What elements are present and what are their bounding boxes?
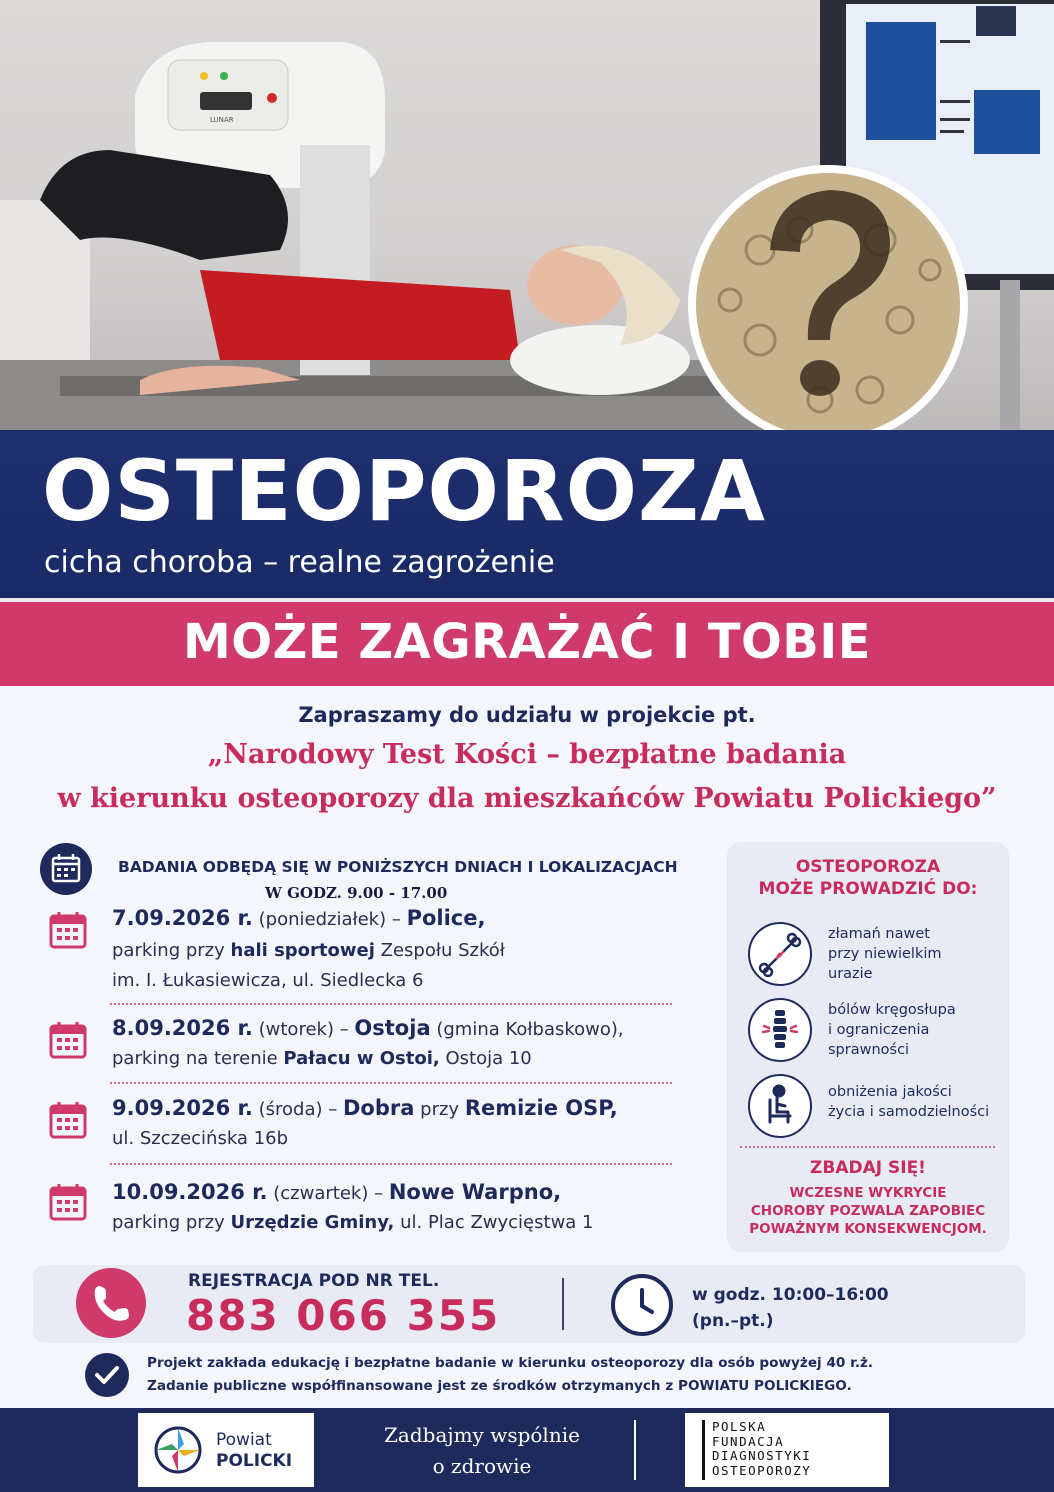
funding-note: Zadanie publiczne współfinansowane jest ze środków otrzymanych z POWIATU POLICKIEGO.	[147, 1378, 852, 1394]
fundacja-logo-line: OSTEOPOROZY	[712, 1462, 812, 1478]
panel-cta-line: WCZESNE WYKRYCIE	[789, 1185, 947, 1201]
entry-address-text: ul. Plac Zwycięstwa 1	[394, 1212, 594, 1233]
divider	[110, 1082, 672, 1084]
calendar-icon	[48, 1100, 88, 1140]
panel-cta-text	[727, 1184, 1009, 1238]
entry-date: 9.09.2026 r.	[112, 1096, 253, 1120]
panel-title-line2: MOŻE PROWADZIĆ DO:	[758, 879, 978, 899]
fundacja-logo-line: FUNDACJA	[712, 1433, 785, 1449]
entry-day: (środa) –	[258, 1099, 338, 1120]
phone-number[interactable]: 883 066 355	[186, 1291, 501, 1340]
clock-icon	[611, 1274, 673, 1336]
calendar-icon	[48, 910, 88, 950]
entry-extra: (gmina Kołbaskowo),	[436, 1019, 624, 1040]
powiat-policki-logo	[138, 1413, 314, 1487]
consequence-item-back-pain	[748, 998, 998, 1064]
consequence-text: bólów kręgosłupa	[828, 1002, 956, 1018]
entry-day: (czwartek) –	[273, 1183, 384, 1204]
compass-logo-icon	[138, 1413, 208, 1487]
consequence-text: i ograniczenia	[828, 1022, 930, 1038]
divider	[740, 1146, 995, 1148]
entry-date: 7.09.2026 r.	[112, 906, 253, 930]
entry-place: Dobra	[342, 1096, 415, 1120]
calendar-icon	[40, 843, 92, 895]
footer-slogan-line2: o zdrowie	[432, 1454, 532, 1478]
consequence-text: urazie	[828, 966, 873, 982]
schedule-entry-4	[48, 1176, 678, 1236]
entry-venue: Pałacu w Ostoi,	[283, 1048, 440, 1069]
registration-hours: w godz. 10:00–16:00	[692, 1285, 889, 1305]
divider	[562, 1278, 564, 1330]
fundacja-logo-line: POLSKA	[712, 1419, 767, 1434]
divider	[110, 1163, 672, 1165]
warning-banner-text: MOŻE ZAGRAŻAĆ I TOBIE	[182, 614, 872, 670]
project-name	[0, 733, 1054, 821]
phone-icon[interactable]	[76, 1268, 146, 1338]
panel-title	[727, 856, 1009, 900]
entry-place: Police,	[406, 906, 486, 930]
panel-title-line1: OSTEOPOROZA	[795, 857, 941, 877]
divider	[110, 1003, 672, 1005]
entry-place: Remizie OSP,	[464, 1096, 618, 1120]
schedule-entry-2	[48, 1014, 678, 1074]
powiat-logo-line2: POLICKI	[216, 1451, 293, 1471]
entry-venue: Urzędzie Gminy,	[230, 1212, 395, 1233]
panel-cta-line: POWAŻNYM KONSEKWENCJOM.	[749, 1221, 987, 1237]
registration-label: REJESTRACJA POD NR TEL.	[188, 1271, 440, 1291]
entry-address-text: parking przy	[112, 1212, 231, 1233]
fundacja-logo-line: DIAGNOSTYKI	[712, 1448, 812, 1463]
panel-cta: ZBADAJ SIĘ!	[810, 1158, 926, 1178]
fundacja-logo-text	[712, 1420, 811, 1478]
schedule-heading: BADANIA ODBĘDĄ SIĘ W PONIŻSZYCH DNIACH I LOKALIZACJACH	[118, 858, 678, 876]
machine-label: LUNAR	[210, 116, 234, 124]
consequence-text: złamań nawet	[828, 926, 930, 942]
seated-person-icon	[748, 1074, 812, 1138]
entry-day: (poniedziałek) –	[258, 909, 401, 930]
entry-address-text: Zespołu Szkół	[374, 940, 505, 961]
schedule-entry-3	[48, 1094, 678, 1154]
checkmark-icon	[85, 1353, 129, 1397]
calendar-icon	[48, 1020, 88, 1060]
invite-line: Zapraszamy do udziału w projekcie pt.	[298, 703, 756, 727]
project-note: Projekt zakłada edukację i bezpłatne badanie w kierunku osteoporozy dla osób powyżej 40 r.ż.	[147, 1355, 874, 1371]
panel-cta-line: CHOROBY POZWALA ZAPOBIEC	[750, 1203, 986, 1219]
entry-address: ul. Szczecińska 16b	[112, 1128, 289, 1149]
broken-bone-icon	[748, 922, 812, 986]
project-name-line1: „Narodowy Test Kości – bezpłatne badania	[207, 739, 847, 770]
schedule-hours: W GODZ. 9.00 - 17.00	[265, 884, 448, 902]
project-name-line2: w kierunku osteoporozy dla mieszkańców Powiatu Polickiego”	[57, 783, 997, 814]
consequence-text: sprawności	[828, 1042, 910, 1058]
entry-address: im. I. Łukasiewicza, ul. Siedlecka 6	[112, 970, 424, 991]
spine-icon	[748, 998, 812, 1062]
consequence-text: życia i samodzielności	[828, 1104, 990, 1120]
entry-place: Ostoja	[354, 1016, 431, 1040]
entry-extra: przy	[420, 1099, 460, 1120]
consequence-text: przy niewielkim	[828, 946, 942, 962]
entry-date: 8.09.2026 r.	[112, 1016, 253, 1040]
registration-days: (pn.–pt.)	[692, 1311, 774, 1331]
hero-photo	[0, 0, 1054, 430]
calendar-icon	[48, 1182, 88, 1222]
consequence-item-quality-of-life	[748, 1074, 998, 1140]
consequence-text: obniżenia jakości	[828, 1084, 952, 1100]
entry-address-text: Ostoja 10	[439, 1048, 532, 1069]
entry-venue: hali sportowej	[230, 940, 375, 961]
fundacja-logo-bar	[702, 1420, 705, 1480]
entry-address-text: parking na terenie	[112, 1048, 284, 1069]
powiat-logo-line1: Powiat	[216, 1430, 272, 1450]
schedule-entry-1	[48, 904, 678, 994]
entry-date: 10.09.2026 r.	[112, 1180, 268, 1204]
consequence-item-fracture	[748, 922, 998, 988]
entry-address-text: parking przy	[112, 940, 231, 961]
entry-day: (wtorek) –	[258, 1019, 349, 1040]
footer-slogan-line1: Zadbajmy wspólnie	[384, 1423, 580, 1447]
page-subtitle: cicha choroba – realne zagrożenie	[44, 545, 555, 580]
page-title: OSTEOPOROZA	[42, 442, 766, 540]
divider	[634, 1420, 636, 1480]
entry-place: Nowe Warpno,	[388, 1180, 562, 1204]
